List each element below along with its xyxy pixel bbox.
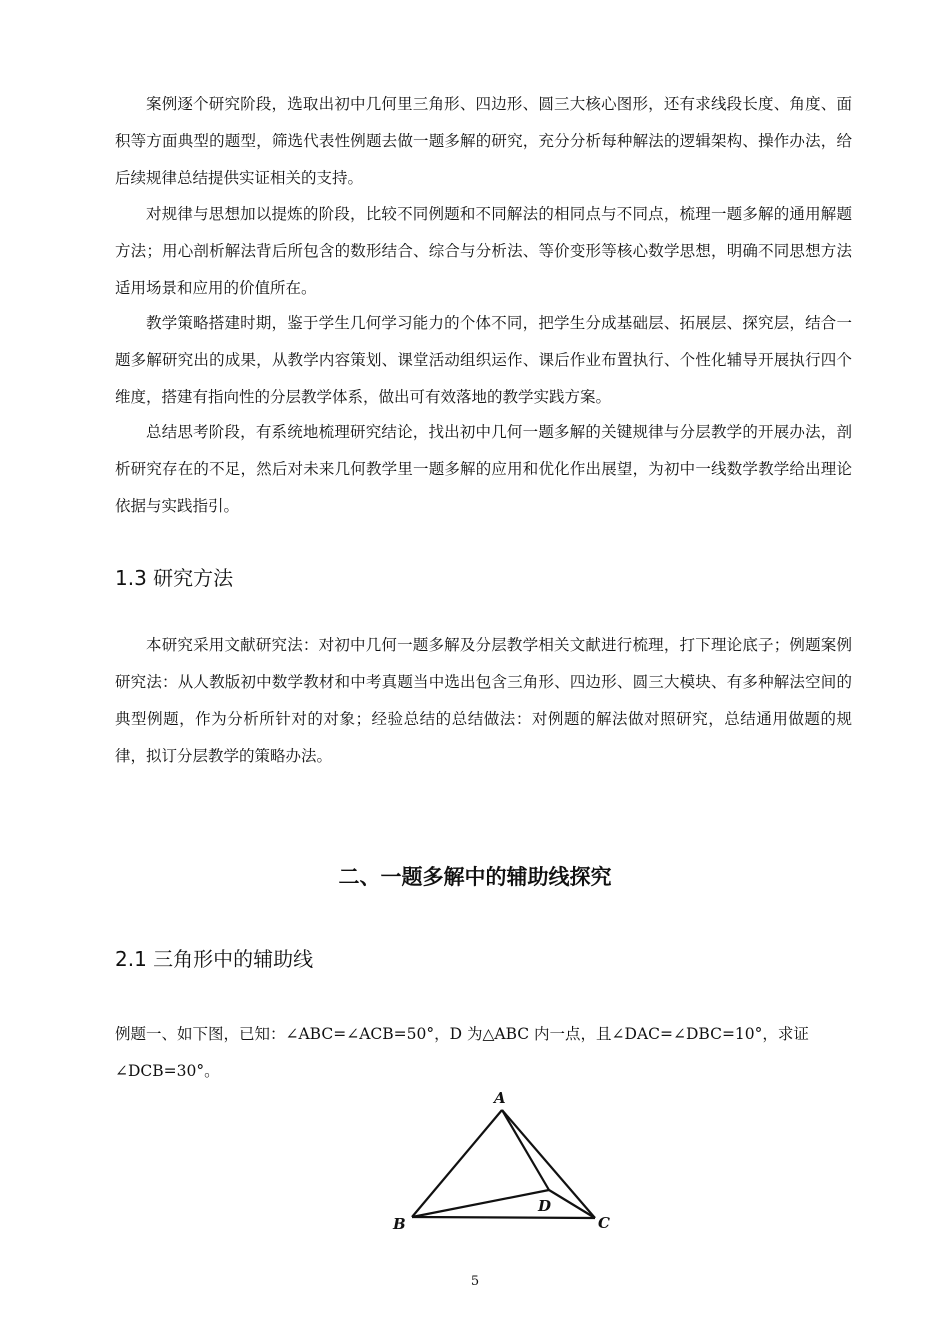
triangle-figure — [380, 1085, 640, 1235]
vertex-label-c: C — [598, 1214, 610, 1232]
section-heading-1-3: 1.3 研究方法 — [115, 566, 234, 590]
example-statement-line1: 例题一、如下图，已知：∠ABC=∠ACB=50°，D 为△ABC 内一点，且∠DAC=∠DBC=10°，求证 — [115, 1025, 809, 1043]
page-number: 5 — [470, 1274, 480, 1289]
segment-ad — [502, 1110, 549, 1190]
chapter-title: 二、一题多解中的辅助线探究 — [338, 865, 612, 889]
paragraph-research-methods: 本研究采用文献研究法：对初中几何一题多解及分层教学相关文献进行梳理，打下理论底子；例题案例研究法：从人教版初中数学教材和中考真题当中选出包含三角形、四边形、圆三大模块、有多种解法空间的典型例题，作为分析所针对的对象；经验总结的总结做法：对例题的解法做对照研究，总结通用做题的规律，拟订分层教学的策略办法。 — [115, 636, 852, 765]
paragraph-teaching-strategy-stage: 教学策略搭建时期，鉴于学生几何学习能力的个体不同，把学生分成基础层、拓展层、探究层，结合一题多解研究出的成果，从教学内容策划、课堂活动组织运作、课后作业布置执行、个性化辅导开展执行四个维度，搭建有指向性的分层教学体系，做出可有效落地的教学实践方案。 — [115, 314, 852, 406]
vertex-label-a: A — [494, 1089, 506, 1107]
paragraph-pattern-refinement-stage: 对规律与思想加以提炼的阶段，比较不同例题和不同解法的相同点与不同点，梳理一题多解的通用解题方法；用心剖析解法背后所包含的数形结合、综合与分析法、等价变形等核心数学思想，明确不同思想方法适用场景和应用的价值所在。 — [115, 205, 852, 297]
paragraph-summary-stage: 总结思考阶段，有系统地梳理研究结论，找出初中几何一题多解的关键规律与分层教学的开展办法，剖析研究存在的不足，然后对未来几何教学里一题多解的应用和优化作出展望，为初中一线数学教学给出理论依据与实践指引。 — [115, 423, 852, 515]
section-heading-2-1: 2.1 三角形中的辅助线 — [115, 947, 314, 971]
vertex-label-d: D — [538, 1197, 552, 1215]
vertex-label-b: B — [393, 1215, 406, 1233]
example-statement-line2: ∠DCB=30°。 — [115, 1062, 220, 1080]
segment-bc — [412, 1217, 595, 1218]
segment-cd — [549, 1190, 595, 1218]
paragraph-case-study-stage: 案例逐个研究阶段，选取出初中几何里三角形、四边形、圆三大核心图形，还有求线段长度、角度、面积等方面典型的题型，筛选代表性例题去做一题多解的研究，充分分析每种解法的逻辑架构、操作办法，给后续规律总结提供实证相关的支持。 — [115, 95, 852, 187]
